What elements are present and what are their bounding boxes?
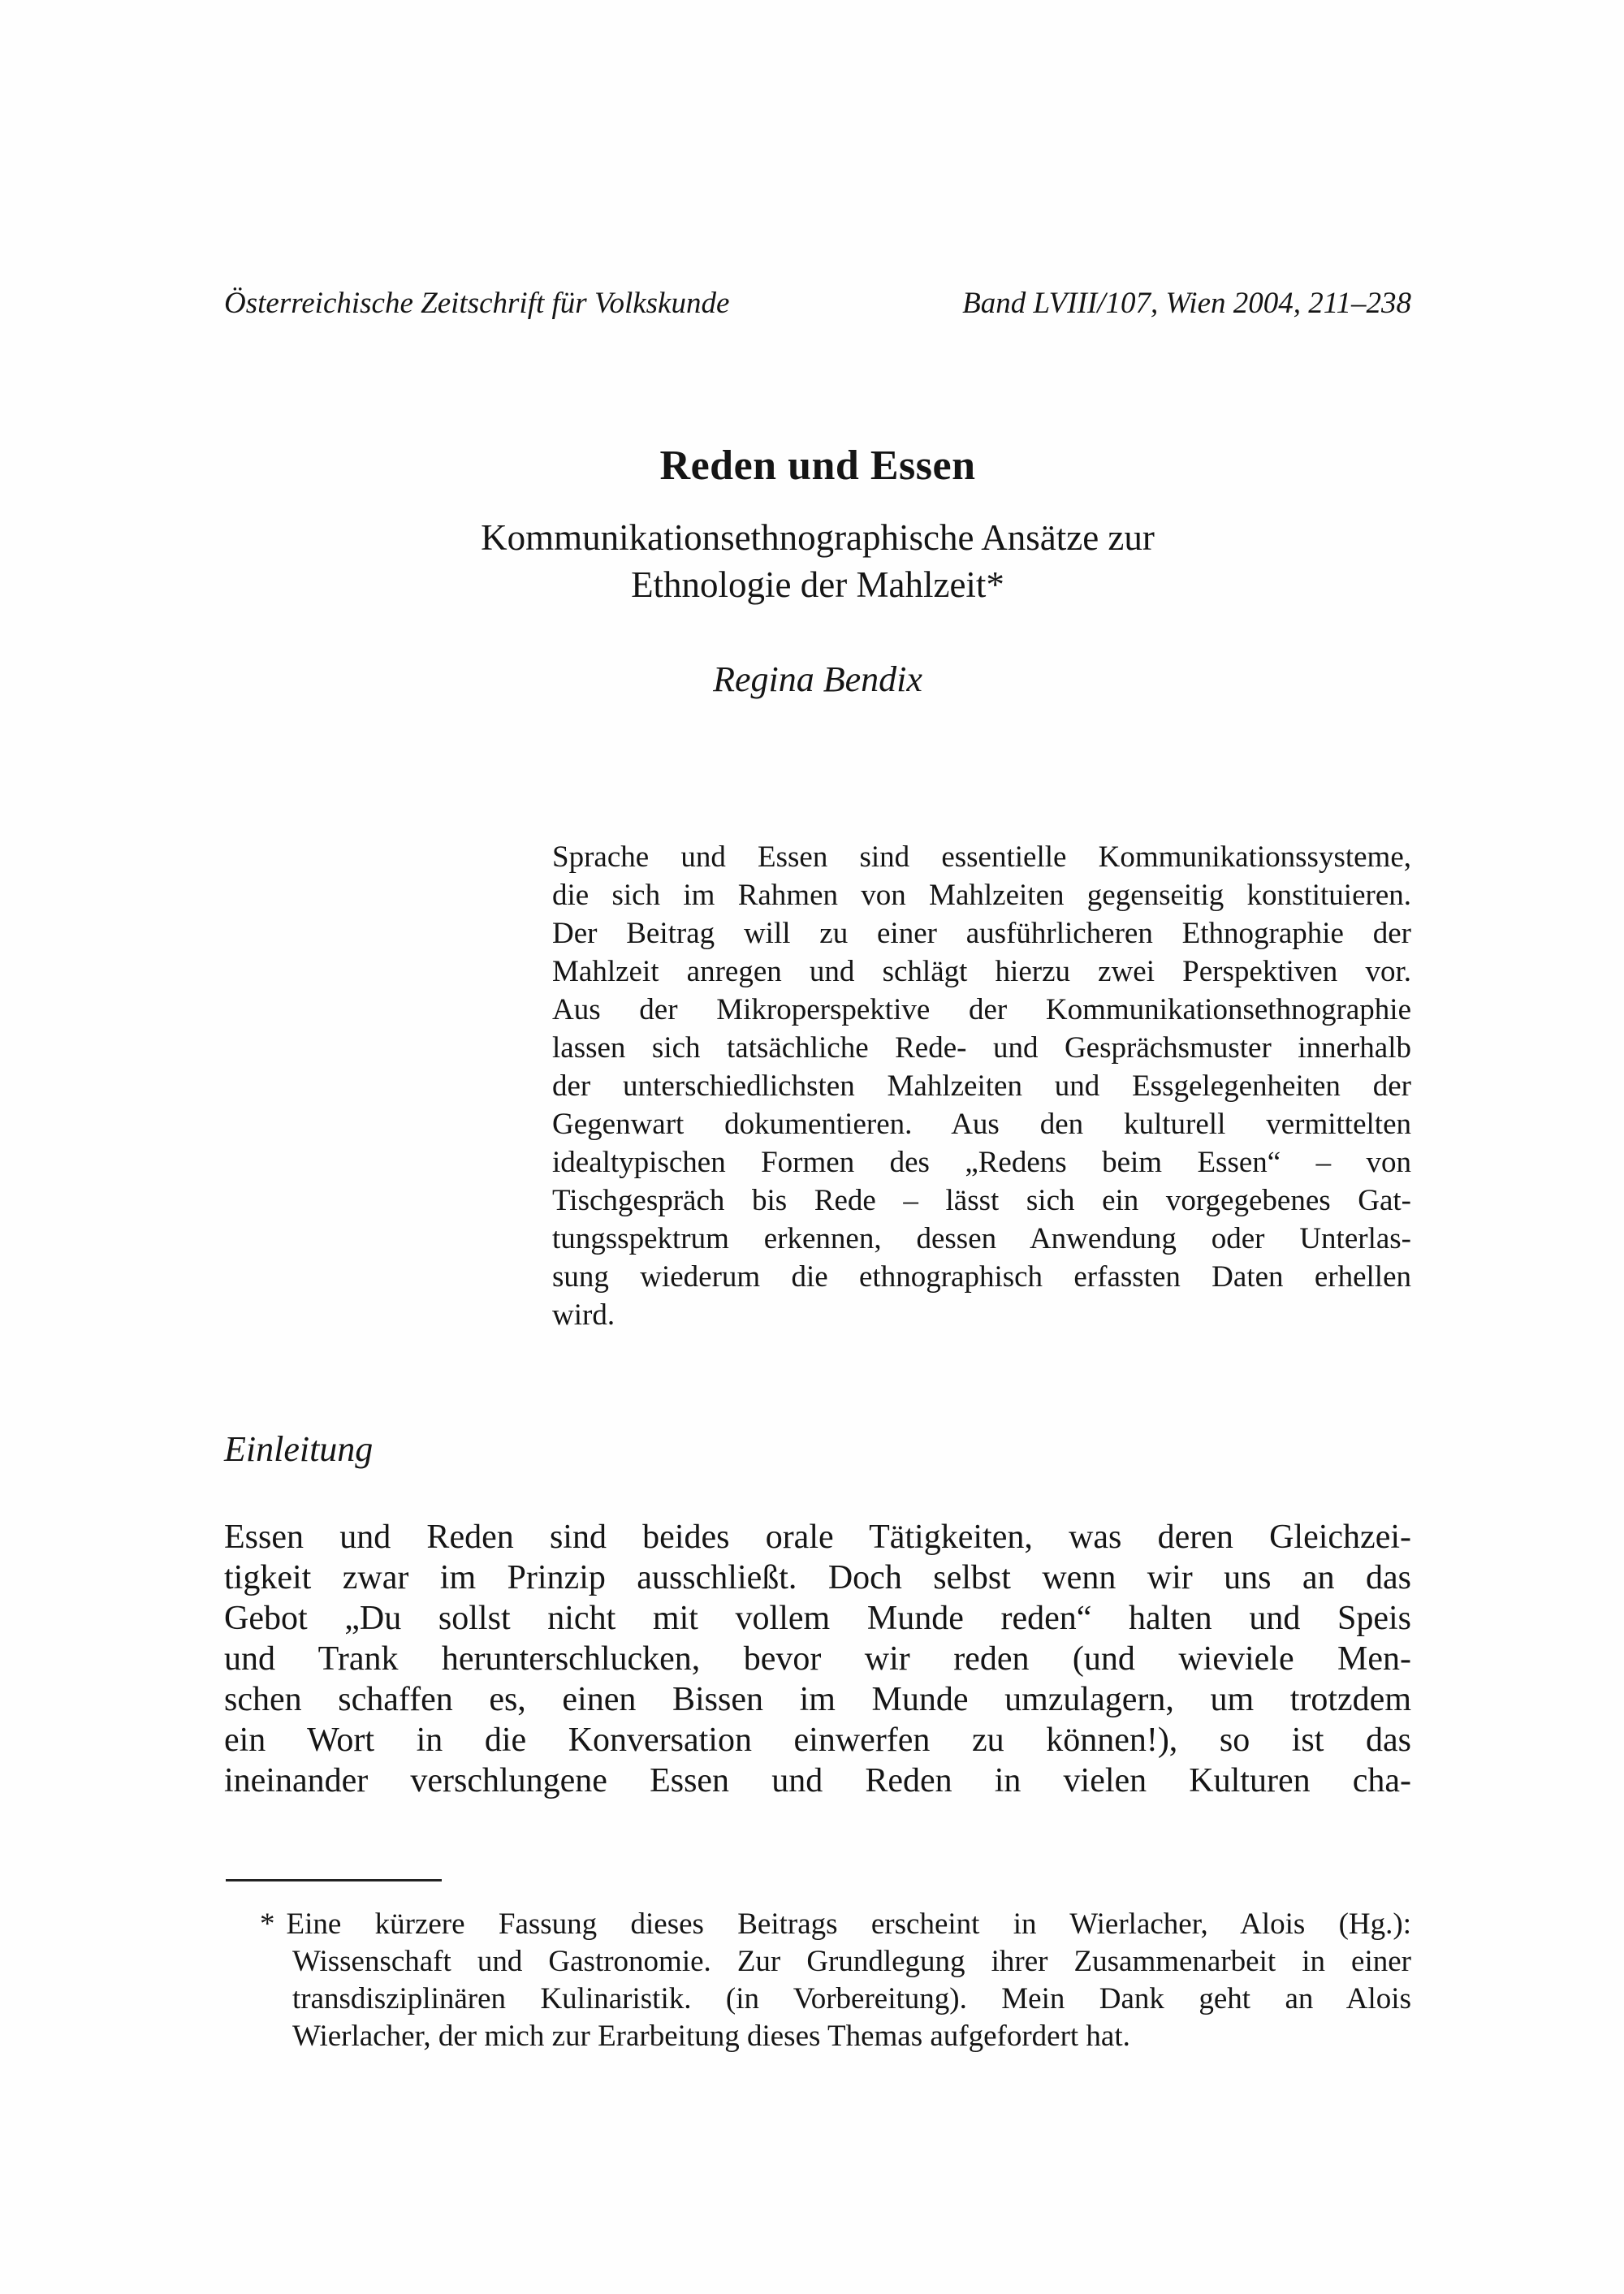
running-head [224,286,1411,322]
author-name: Regina Bendix [713,659,922,700]
issue-info: Band LVIII/107, Wien 2004, 211–238 [962,287,1411,320]
abstract-line: die sich im Rahmen von Mahlzeiten gegenseitig konstituieren. [552,879,1411,913]
footnote-block [260,1906,1411,2055]
body-line: und Trank herunterschlucken, bevor wir reden (und wieviele Men- [224,1639,1411,1678]
body-line: Essen und Reden sind beides orale Tätigkeiten, was deren Gleichzei- [224,1518,1411,1556]
abstract-block [552,838,1411,1334]
abstract-line: Mahlzeit anregen und schlägt hierzu zwei Perspektiven vor. [552,955,1411,989]
abstract-line: Aus der Mikroperspektive der Kommunikationsethnographie [552,993,1411,1027]
abstract-line: Der Beitrag will zu einer ausführlicheren Ethnographie der [552,917,1411,951]
subtitle-line: Ethnologie der Mahlzeit* [631,564,1004,605]
abstract-line: tungsspektrum erkennen, dessen Anwendung oder Unterlas- [552,1222,1411,1256]
article-title: Reden und Essen [659,443,976,490]
footnote-line: Wierlacher, der mich zur Erarbeitung dieses Themas aufgefordert hat. [292,2019,1130,2053]
subtitle-line: Kommunikationsethnographische Ansätze zur [481,517,1155,559]
footnote-marker: * [260,1907,275,1941]
body-line: Gebot „Du sollst nicht mit vollem Munde reden“ halten und Speis [224,1599,1411,1637]
article-subtitle [224,515,1411,608]
abstract-line: sung wiederum die ethnographisch erfassten Daten erhellen [552,1260,1411,1294]
footnote-line: Wissenschaft und Gastronomie. Zur Grundlegung ihrer Zusammenarbeit in einer [292,1944,1411,1978]
abstract-line: der unterschiedlichsten Mahlzeiten und Essgelegenheiten der [552,1069,1411,1104]
abstract-line: idealtypischen Formen des „Redens beim Essen“ – von [552,1146,1411,1180]
abstract-line: Tischgespräch bis Rede – lässt sich ein vorgegebenes Gat- [552,1184,1411,1218]
journal-name: Österreichische Zeitschrift für Volkskunde [224,287,730,320]
footnote-separator [226,1879,442,1881]
abstract-line: Sprache und Essen sind essentielle Kommunikationssysteme, [552,840,1411,875]
abstract-line: lassen sich tatsächliche Rede- und Gesprächsmuster innerhalb [552,1031,1411,1065]
body-line: tigkeit zwar im Prinzip ausschließt. Doch selbst wenn wir uns an das [224,1558,1411,1596]
footnote-text: Eine kürzere Fassung dieses Beitrags erscheint in Wierlacher, Alois (Hg.): [286,1907,1411,1941]
body-line: ein Wort in die Konversation einwerfen zu können!), so ist das [224,1721,1411,1759]
abstract-line: wird. [552,1298,615,1333]
body-line: ineinander verschlungene Essen und Reden in vielen Kulturen cha- [224,1761,1411,1799]
footnote-line: transdisziplinären Kulinaristik. (in Vorbereitung). Mein Dank geht an Alois [292,1981,1411,2015]
body-paragraph [224,1517,1411,1801]
abstract-line: Gegenwart dokumentieren. Aus den kulturell vermittelten [552,1108,1411,1142]
footnote-line [260,1906,1411,1943]
body-line: schen schaffen es, einen Bissen im Munde umzulagern, um trotzdem [224,1680,1411,1718]
section-heading: Einleitung [224,1429,374,1470]
